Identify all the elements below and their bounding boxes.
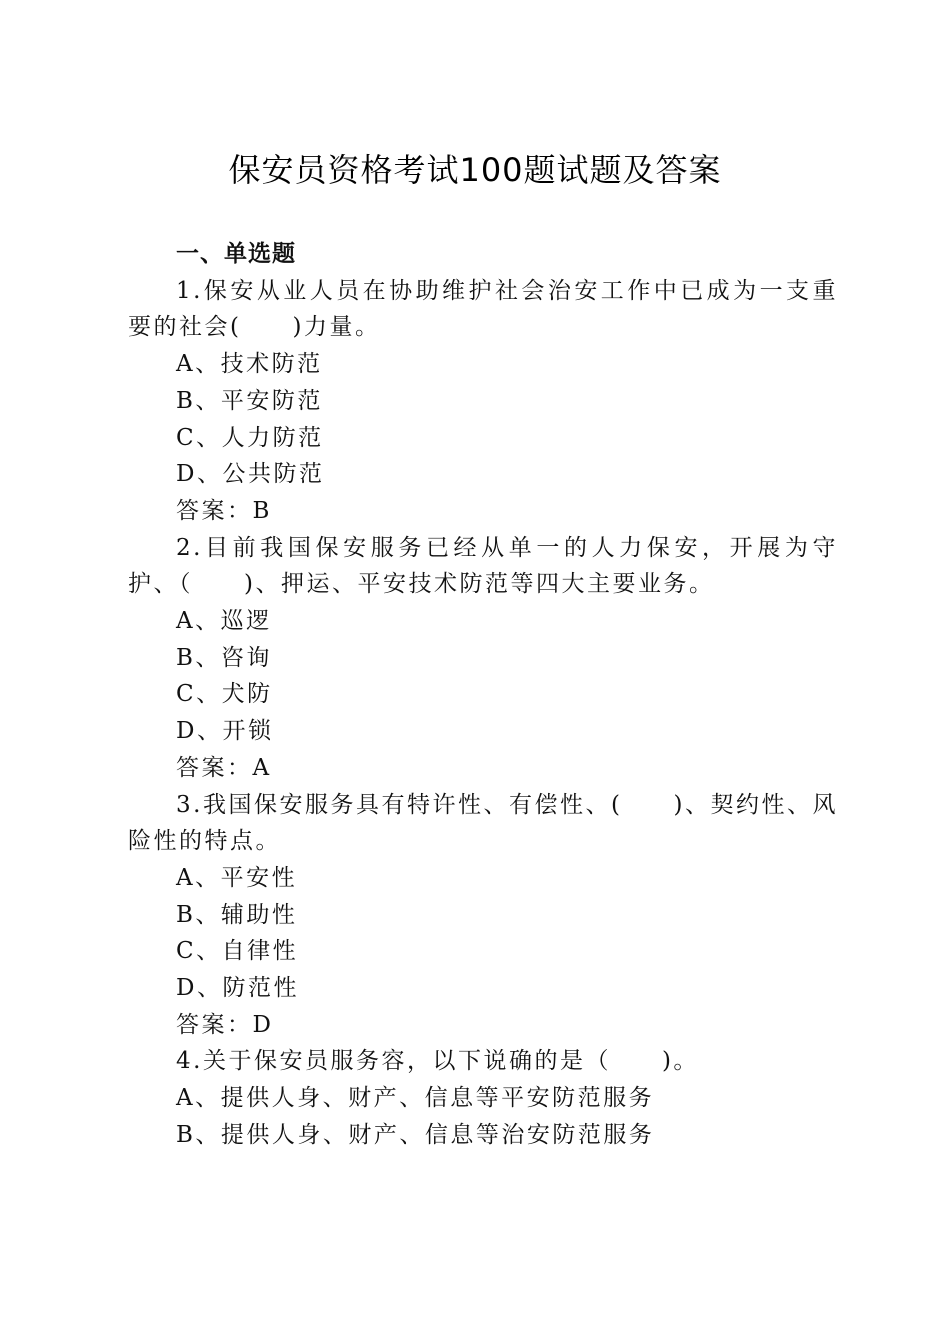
section-heading: 一、单选题 bbox=[176, 241, 296, 267]
document-title: 保安员资格考试100题试题及答案 bbox=[228, 151, 722, 189]
option-c: C、犬防 bbox=[176, 681, 273, 708]
option-d: D、防范性 bbox=[176, 975, 299, 1002]
option-c: C、自律性 bbox=[176, 938, 299, 965]
option-d: D、开锁 bbox=[176, 718, 274, 745]
question-3 bbox=[128, 787, 838, 1044]
answer: 答案：A bbox=[176, 754, 272, 781]
option-b: B、咨询 bbox=[176, 644, 272, 671]
question-2 bbox=[128, 530, 838, 787]
question-1 bbox=[128, 273, 838, 530]
option-b: B、辅助性 bbox=[176, 901, 298, 928]
question-text: 3.我国保安服务具有特许性、有偿性、( )、契约性、风险性的特点。 bbox=[128, 791, 838, 855]
option-d: D、公共防范 bbox=[176, 461, 325, 488]
question-4 bbox=[128, 1043, 838, 1153]
question-text: 2.目前我国保安服务已经从单一的人力保安，开展为守护、（ )、押运、平安技术防范等四大主要业务。 bbox=[128, 534, 838, 598]
answer: 答案：D bbox=[176, 1011, 274, 1038]
option-a: A、提供人身、财产、信息等平安防范服务 bbox=[176, 1085, 655, 1112]
question-text: 1.保安从业人员在协助维护社会治安工作中已成为一支重要的社会( )力量。 bbox=[128, 277, 838, 341]
option-a: A、技术防范 bbox=[176, 351, 323, 378]
option-c: C、人力防范 bbox=[176, 424, 324, 451]
option-a: A、平安性 bbox=[176, 864, 298, 891]
document-body bbox=[128, 236, 838, 1154]
option-b: B、平安防范 bbox=[176, 387, 323, 414]
question-text: 4.关于保安员服务容，以下说确的是（ )。 bbox=[176, 1048, 699, 1075]
option-b: B、提供人身、财产、信息等治安防范服务 bbox=[176, 1121, 655, 1148]
answer: 答案：B bbox=[176, 497, 272, 524]
option-a: A、巡逻 bbox=[176, 608, 272, 635]
